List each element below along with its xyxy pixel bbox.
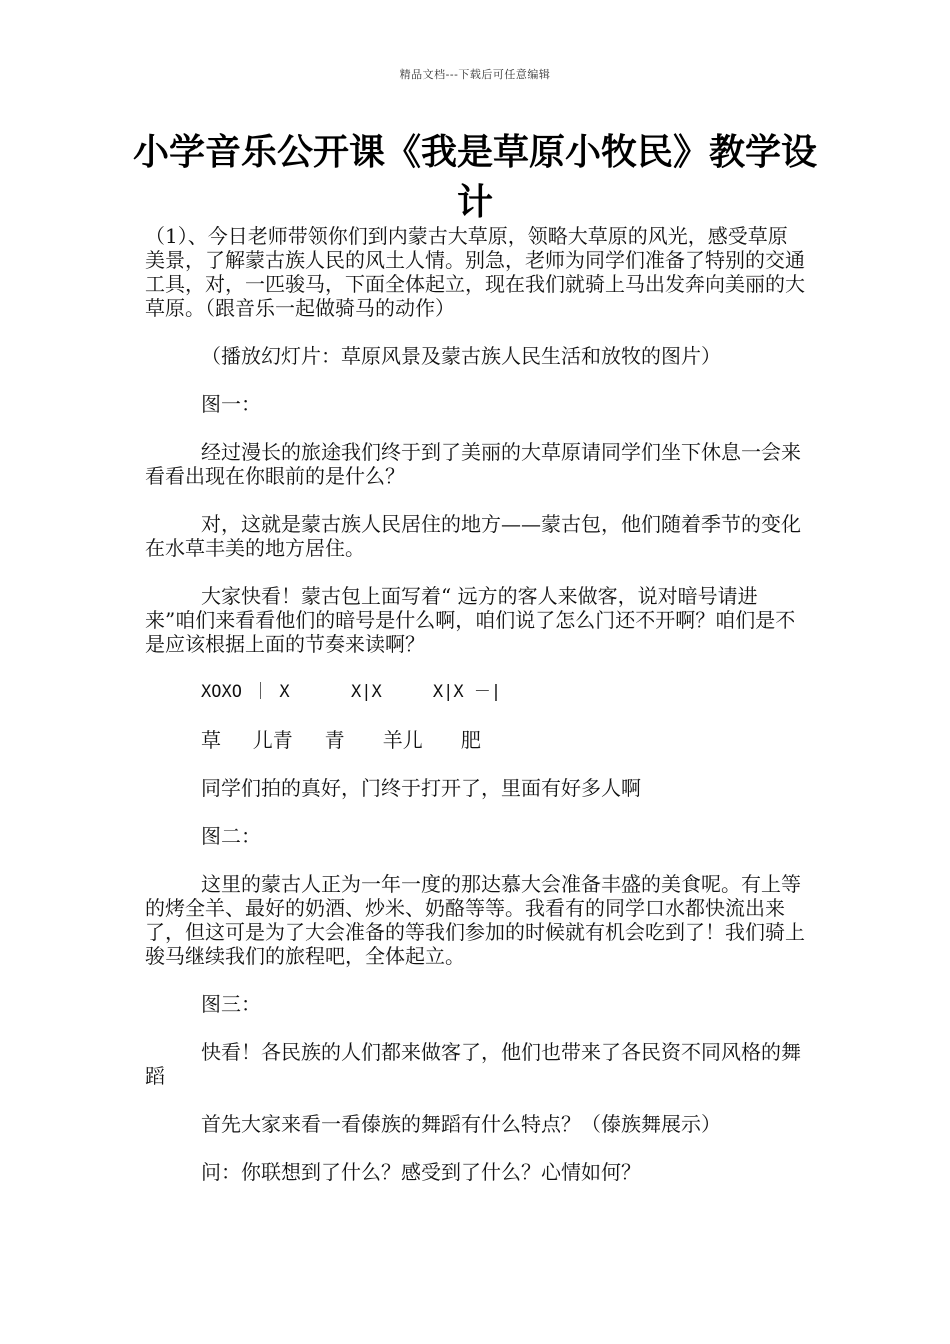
paragraph-door-open: 同学们拍的真好，门终于打开了，里面有好多人啊	[201, 776, 641, 800]
paragraph-slideshow: （播放幻灯片：草原风景及蒙古族人民生活和放牧的图片）	[201, 344, 721, 368]
paragraph-naadam: 这里的蒙古人正为一年一度的那达慕大会准备丰盛的美食呢。有上等的烤全羊、最好的奶酒、炒米、奶酪等等。我看有的同学口水都快流出来了，但这可是为了大会准备的等我们参加的时候就有机会吃到了！我们骑上骏马继续我们的旅程吧，全体起立。	[145, 872, 805, 968]
page-title: 小学音乐公开课《我是草原小牧民》教学设计	[132, 132, 817, 223]
document-body	[145, 224, 805, 1184]
paragraph-journey: 经过漫长的旅途我们终于到了美丽的大草原请同学们坐下休息一会来看看出现在你眼前的是什么？	[145, 440, 801, 488]
rhythm-notation: XOXO ｜ X X|X X|X －|	[201, 682, 502, 702]
paragraph-figure-2: 图二：	[201, 824, 261, 848]
paragraph-dances: 快看！各民族的人们都来做客了，他们也带来了各民资不同风格的舞蹈	[145, 1040, 801, 1088]
paragraph-yurt: 对，这就是蒙古族人民居住的地方——蒙古包，他们随着季节的变化在水草丰美的地方居住。	[145, 512, 801, 560]
header-note: 精品文档---下载后可任意编辑	[399, 68, 551, 81]
rhythm-lyrics: 草 儿青 青 羊儿 肥	[201, 728, 481, 752]
paragraph-figure-1: 图一：	[201, 392, 261, 416]
paragraph-figure-3: 图三：	[201, 992, 261, 1016]
paragraph-question: 问：你联想到了什么？感受到了什么？心情如何？	[201, 1160, 641, 1184]
paragraph-dai-dance: 首先大家来看一看傣族的舞蹈有什么特点？（傣族舞展示）	[201, 1112, 721, 1136]
paragraph-password: 大家快看！蒙古包上面写着“ 远方的客人来做客，说对暗号请进来”咱们来看看他们的暗号是什么啊，咱们说了怎么门还不开啊？咱们是不是应该根据上面的节奏来读啊？	[145, 584, 796, 656]
paragraph-intro: （1）、今日老师带领你们到内蒙古大草原，领略大草原的风光，感受草原美景，了解蒙古族人民的风土人情。别急，老师为同学们准备了特别的交通工具，对，一匹骏马，下面全体起立，现在我们就骑上马出发奔向美丽的大草原。（跟音乐一起做骑马的动作）	[145, 224, 805, 320]
